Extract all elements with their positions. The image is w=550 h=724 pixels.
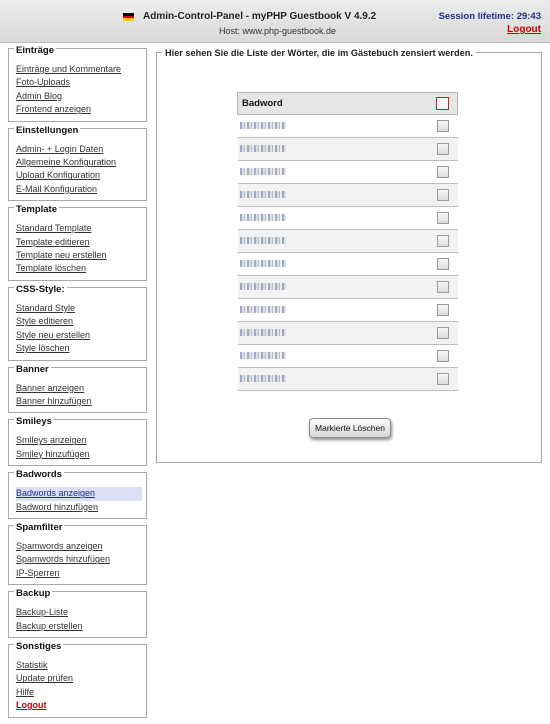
badword-image xyxy=(240,168,286,175)
row-checkbox[interactable] xyxy=(437,373,449,385)
nav-group-title: Template xyxy=(16,204,58,216)
table-row xyxy=(238,230,458,253)
badword-image xyxy=(240,329,286,336)
nav-link[interactable]: Frontend anzeigen xyxy=(16,104,92,115)
table-row xyxy=(238,368,458,391)
nav-link[interactable]: IP-Sperren xyxy=(16,567,60,578)
host-label: Host: www.php-guestbook.de xyxy=(219,26,337,36)
nav-group-title: Banner xyxy=(16,363,49,375)
nav-link[interactable]: Standard Template xyxy=(16,223,92,234)
logout-link[interactable]: Logout xyxy=(507,24,541,35)
header-bar xyxy=(0,0,550,43)
row-checkbox[interactable] xyxy=(437,350,449,362)
nav-link[interactable]: Badword hinzufügen xyxy=(16,501,99,512)
nav-link[interactable]: Statistik xyxy=(16,659,48,670)
table-row xyxy=(238,253,458,276)
nav-group-smileys xyxy=(8,416,147,466)
nav-group-title: Spamfilter xyxy=(16,521,63,533)
badword-cell xyxy=(238,276,428,299)
badword-column-header: Badword xyxy=(238,93,428,115)
nav-link[interactable]: Standard Style xyxy=(16,302,76,313)
badword-image xyxy=(240,306,286,313)
nav-group-title: Einträge xyxy=(16,45,55,56)
badword-cell xyxy=(238,322,428,345)
nav-link[interactable]: Logout xyxy=(16,700,47,711)
select-cell xyxy=(428,253,458,276)
table-row xyxy=(238,299,458,322)
badword-cell xyxy=(238,345,428,368)
badword-cell xyxy=(238,299,428,322)
select-all-checkbox[interactable] xyxy=(436,97,449,110)
main-panel xyxy=(156,48,542,463)
row-checkbox[interactable] xyxy=(437,327,449,339)
row-checkbox[interactable] xyxy=(437,258,449,270)
nav-link[interactable]: Backup erstellen xyxy=(16,620,83,631)
nav-link[interactable]: Banner anzeigen xyxy=(16,382,85,393)
nav-link[interactable]: Badwords anzeigen xyxy=(16,487,142,500)
table-row xyxy=(238,161,458,184)
select-cell xyxy=(428,115,458,138)
select-cell xyxy=(428,345,458,368)
nav-link[interactable]: Upload Konfiguration xyxy=(16,170,101,181)
row-checkbox[interactable] xyxy=(437,304,449,316)
select-cell xyxy=(428,368,458,391)
badword-image xyxy=(240,283,286,290)
badword-image xyxy=(240,260,286,267)
nav-link[interactable]: Spamwords anzeigen xyxy=(16,540,103,551)
select-all-cell xyxy=(428,93,458,115)
app-title: Admin-Control-Panel - myPHP Guestbook V 4.9.2 xyxy=(143,11,377,22)
session-lifetime: Session lifetime: 29:43 xyxy=(438,11,541,22)
row-checkbox[interactable] xyxy=(437,189,449,201)
badword-image xyxy=(240,352,286,359)
table-row xyxy=(238,322,458,345)
nav-group-title: Badwords xyxy=(16,469,62,481)
nav-group-backup xyxy=(8,588,147,638)
nav-group-badwords xyxy=(8,469,147,519)
row-checkbox[interactable] xyxy=(437,143,449,155)
nav-group-title: Einstellungen xyxy=(16,124,79,136)
german-flag-icon[interactable] xyxy=(123,13,134,21)
row-checkbox[interactable] xyxy=(437,235,449,247)
nav-group-einstellungen xyxy=(8,124,147,202)
nav-link[interactable]: Hilfe xyxy=(16,686,35,697)
nav-link[interactable]: E-Mail Konfiguration xyxy=(16,183,98,194)
badword-cell xyxy=(238,138,428,161)
badword-cell xyxy=(238,161,428,184)
nav-link[interactable]: Admin Blog xyxy=(16,90,63,101)
badword-image xyxy=(240,214,286,221)
nav-link[interactable]: Smileys anzeigen xyxy=(16,435,87,446)
badword-cell xyxy=(238,184,428,207)
nav-link[interactable]: Template editieren xyxy=(16,236,90,247)
select-cell xyxy=(428,230,458,253)
nav-link[interactable]: Update prüfen xyxy=(16,673,74,684)
row-checkbox[interactable] xyxy=(437,166,449,178)
nav-link[interactable]: Style löschen xyxy=(16,343,70,354)
nav-group-css-style xyxy=(8,283,147,361)
nav-link[interactable]: Style neu erstellen xyxy=(16,329,91,340)
badword-cell xyxy=(238,253,428,276)
nav-link[interactable]: Banner hinzufügen xyxy=(16,395,92,406)
badword-cell xyxy=(238,115,428,138)
nav-group-spamfilter xyxy=(8,521,147,585)
row-checkbox[interactable] xyxy=(437,212,449,224)
nav-link[interactable]: Admin- + Login Daten xyxy=(16,143,104,154)
nav-link[interactable]: Foto-Uploads xyxy=(16,77,71,88)
select-cell xyxy=(428,184,458,207)
nav-link[interactable]: Allgemeine Konfiguration xyxy=(16,157,117,168)
intro-text: Hier sehen Sie die Liste der Wörter, die im Gästebuch zensiert werden. xyxy=(162,48,476,58)
table-row xyxy=(238,184,458,207)
select-cell xyxy=(428,161,458,184)
badword-cell xyxy=(238,368,428,391)
badword-image xyxy=(240,375,286,382)
nav-group-title: CSS-Style: xyxy=(16,283,65,295)
nav-group-eintr-ge xyxy=(8,45,147,122)
select-cell xyxy=(428,276,458,299)
badword-image xyxy=(240,191,286,198)
nav-link[interactable]: Backup-Liste xyxy=(16,607,69,618)
delete-selected-button[interactable]: Markierte Löschen xyxy=(309,418,391,438)
badword-cell xyxy=(238,207,428,230)
table-row xyxy=(238,345,458,368)
sidebar xyxy=(8,45,147,724)
select-cell xyxy=(428,299,458,322)
nav-group-title: Sonstiges xyxy=(16,640,62,652)
row-checkbox[interactable] xyxy=(437,281,449,293)
select-cell xyxy=(428,138,458,161)
select-cell xyxy=(428,207,458,230)
nav-link[interactable]: Smiley hinzufügen xyxy=(16,448,90,459)
nav-link[interactable]: Einträge und Kommentare xyxy=(16,64,122,74)
badword-image xyxy=(240,145,286,152)
nav-group-sonstiges xyxy=(8,640,147,718)
row-checkbox[interactable] xyxy=(437,120,449,132)
nav-link[interactable]: Spamwords hinzufügen xyxy=(16,554,111,565)
table-row xyxy=(238,276,458,299)
badword-cell xyxy=(238,230,428,253)
nav-link[interactable]: Template neu erstellen xyxy=(16,250,107,261)
badwords-table xyxy=(237,92,458,391)
badword-image xyxy=(240,237,286,244)
table-row xyxy=(238,138,458,161)
badword-image xyxy=(240,122,286,129)
select-cell xyxy=(428,322,458,345)
nav-group-title: Backup xyxy=(16,588,51,600)
nav-group-title: Smileys xyxy=(16,416,52,428)
nav-link[interactable]: Template löschen xyxy=(16,263,87,274)
table-row xyxy=(238,207,458,230)
nav-group-banner xyxy=(8,363,147,414)
nav-group-template xyxy=(8,204,147,281)
nav-link[interactable]: Style editieren xyxy=(16,316,74,327)
table-row xyxy=(238,115,458,138)
